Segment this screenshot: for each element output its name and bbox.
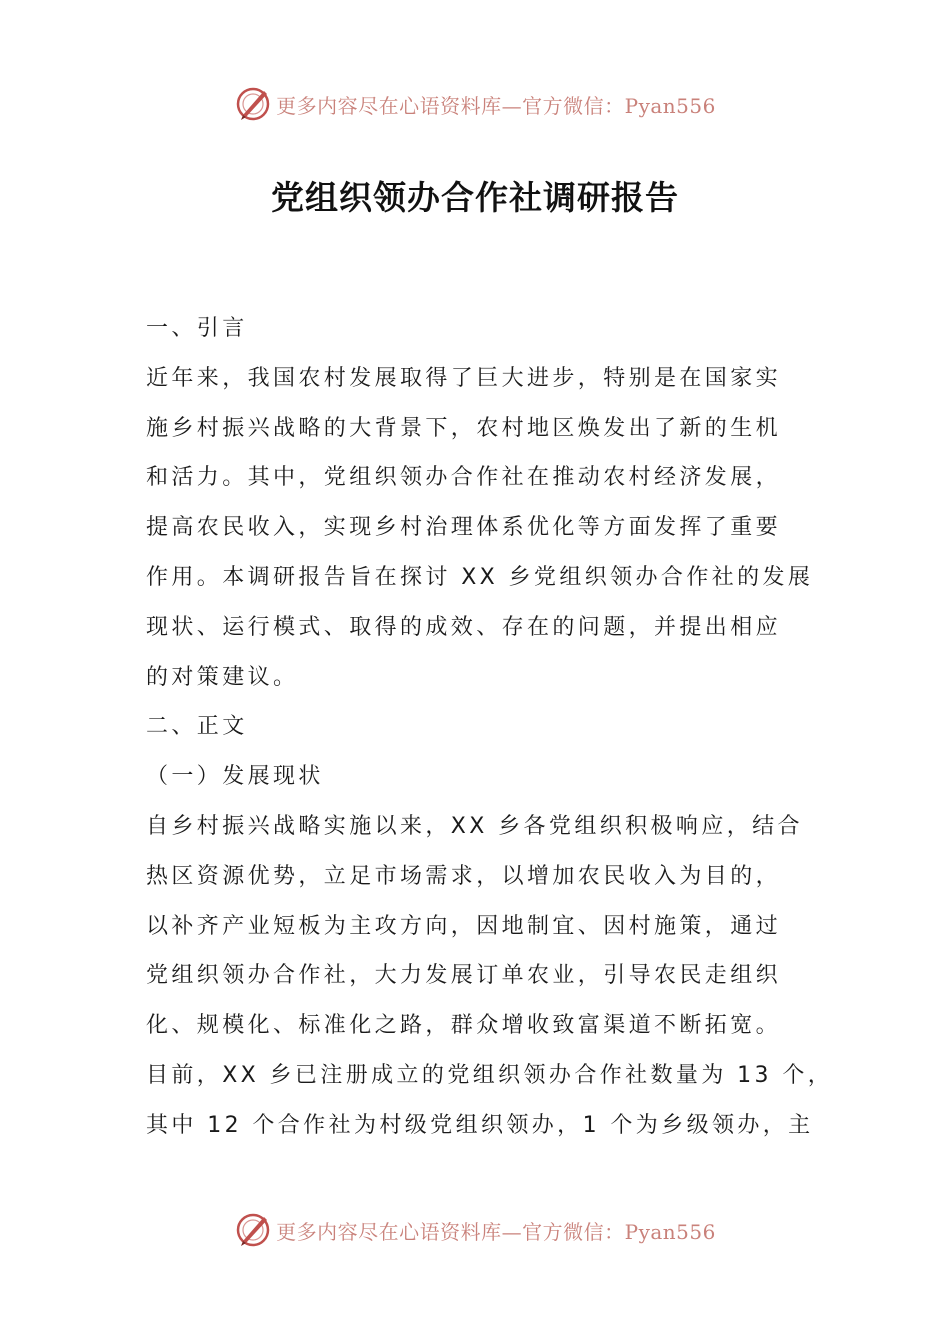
watermark-wechat-label: 官方微信： (522, 1219, 625, 1244)
quill-seal-logo-icon (234, 85, 272, 123)
watermark-text (276, 1216, 716, 1245)
body-line: 以补齐产业短板为主攻方向，因地制宜、因村施策，通过 (146, 913, 782, 939)
body-line: 化、规模化、标准化之路，群众增收致富渠道不断拓宽。 (146, 1013, 782, 1039)
document-body (146, 304, 834, 1151)
body-line: 其中 12 个合作社为村级党组织领办，1 个为乡级领办，主 (146, 1112, 814, 1138)
watermark-slogan: 更多内容尽在心语资料库— (276, 1219, 523, 1244)
body-line: 提高农民收入，实现乡村治理体系优化等方面发挥了重要 (146, 515, 782, 541)
body-line: 一、引言 (146, 316, 248, 341)
body-line: 和活力。其中，党组织领办合作社在推动农村经济发展， (146, 465, 782, 491)
watermark-banner-top (0, 84, 950, 124)
body-line: 目前，XX 乡已注册成立的党组织领办合作社数量为 13 个， (146, 1062, 834, 1088)
watermark-slogan: 更多内容尽在心语资料库— (276, 93, 523, 118)
body-line: （一）发展现状 (146, 764, 324, 790)
body-line: 自乡村振兴战略实施以来，XX 乡各党组织积极响应，结合 (146, 813, 803, 839)
watermark-wechat-id: Pyan556 (624, 93, 716, 118)
body-line: 近年来，我国农村发展取得了巨大进步，特别是在国家实 (146, 365, 782, 391)
body-line: 现状、运行模式、取得的成效、存在的问题，并提出相应 (146, 614, 782, 640)
watermark-wechat-id: Pyan556 (624, 1219, 716, 1244)
body-line: 施乡村振兴战略的大背景下，农村地区焕发出了新的生机 (146, 415, 782, 441)
document-title: 党组织领办合作社调研报告 (271, 178, 679, 217)
watermark-banner-bottom (0, 1210, 950, 1250)
body-line: 热区资源优势，立足市场需求，以增加农民收入为目的， (146, 863, 782, 889)
body-line: 的对策建议。 (146, 664, 299, 690)
body-line: 作用。本调研报告旨在探讨 XX 乡党组织领办合作社的发展 (146, 564, 814, 590)
watermark-wechat-label: 官方微信： (522, 93, 625, 118)
quill-seal-logo-icon (234, 1211, 272, 1249)
body-line: 党组织领办合作社，大力发展订单农业，引导农民走组织 (146, 963, 782, 989)
body-line: 二、正文 (146, 714, 248, 740)
watermark-text (276, 90, 716, 119)
